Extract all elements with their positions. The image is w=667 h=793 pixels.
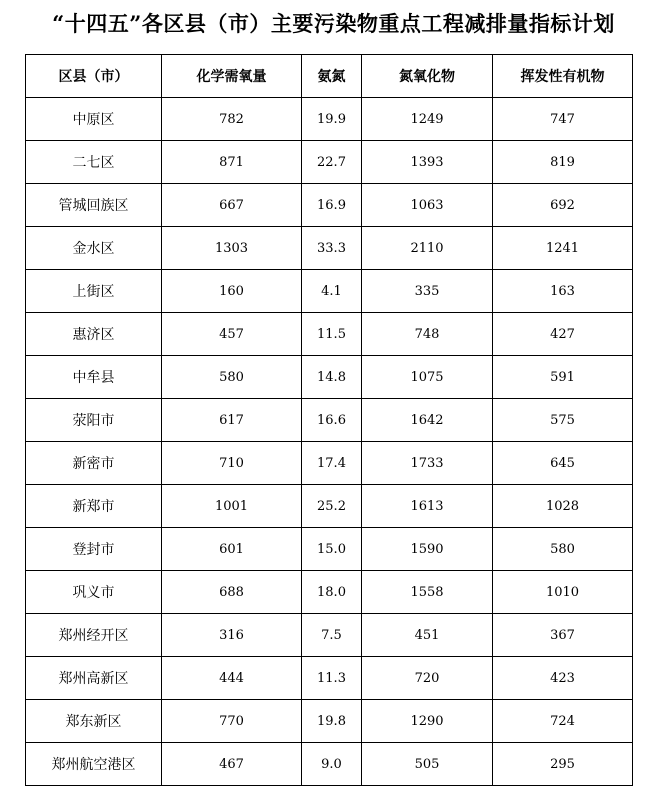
nitrogen-oxides-cell: 505 bbox=[362, 743, 493, 786]
nitrogen-oxides-cell: 1558 bbox=[362, 571, 493, 614]
ammonia-nitrogen-cell: 15.0 bbox=[302, 528, 362, 571]
cod-cell: 316 bbox=[162, 614, 302, 657]
ammonia-nitrogen-cell: 19.9 bbox=[302, 98, 362, 141]
nitrogen-oxides-cell: 1590 bbox=[362, 528, 493, 571]
cod-cell: 580 bbox=[162, 356, 302, 399]
cod-cell: 1001 bbox=[162, 485, 302, 528]
cod-cell: 710 bbox=[162, 442, 302, 485]
table-row bbox=[26, 614, 633, 657]
vocs-cell: 645 bbox=[493, 442, 633, 485]
table-row bbox=[26, 270, 633, 313]
cod-cell: 871 bbox=[162, 141, 302, 184]
nitrogen-oxides-cell: 1063 bbox=[362, 184, 493, 227]
cod-cell: 1303 bbox=[162, 227, 302, 270]
cod-cell: 467 bbox=[162, 743, 302, 786]
table-row bbox=[26, 485, 633, 528]
table-row bbox=[26, 227, 633, 270]
ammonia-nitrogen-cell: 22.7 bbox=[302, 141, 362, 184]
emission-reduction-table bbox=[25, 54, 633, 786]
header-region: 区县（市） bbox=[26, 55, 162, 98]
cod-cell: 617 bbox=[162, 399, 302, 442]
nitrogen-oxides-cell: 748 bbox=[362, 313, 493, 356]
table-row bbox=[26, 184, 633, 227]
region-cell: 中牟县 bbox=[26, 356, 162, 399]
table-row bbox=[26, 98, 633, 141]
region-cell: 二七区 bbox=[26, 141, 162, 184]
vocs-cell: 295 bbox=[493, 743, 633, 786]
cod-cell: 770 bbox=[162, 700, 302, 743]
ammonia-nitrogen-cell: 16.6 bbox=[302, 399, 362, 442]
ammonia-nitrogen-cell: 33.3 bbox=[302, 227, 362, 270]
ammonia-nitrogen-cell: 9.0 bbox=[302, 743, 362, 786]
ammonia-nitrogen-cell: 4.1 bbox=[302, 270, 362, 313]
vocs-cell: 163 bbox=[493, 270, 633, 313]
table-row bbox=[26, 657, 633, 700]
nitrogen-oxides-cell: 1613 bbox=[362, 485, 493, 528]
nitrogen-oxides-cell: 1290 bbox=[362, 700, 493, 743]
region-cell: 巩义市 bbox=[26, 571, 162, 614]
region-cell: 郑东新区 bbox=[26, 700, 162, 743]
nitrogen-oxides-cell: 720 bbox=[362, 657, 493, 700]
nitrogen-oxides-cell: 1075 bbox=[362, 356, 493, 399]
region-cell: 郑州高新区 bbox=[26, 657, 162, 700]
cod-cell: 688 bbox=[162, 571, 302, 614]
region-cell: 郑州经开区 bbox=[26, 614, 162, 657]
table-row bbox=[26, 399, 633, 442]
region-cell: 上街区 bbox=[26, 270, 162, 313]
vocs-cell: 591 bbox=[493, 356, 633, 399]
vocs-cell: 1010 bbox=[493, 571, 633, 614]
header-cod: 化学需氧量 bbox=[162, 55, 302, 98]
vocs-cell: 367 bbox=[493, 614, 633, 657]
header-ammonia-nitrogen: 氨氮 bbox=[302, 55, 362, 98]
cod-cell: 667 bbox=[162, 184, 302, 227]
vocs-cell: 423 bbox=[493, 657, 633, 700]
ammonia-nitrogen-cell: 25.2 bbox=[302, 485, 362, 528]
table-row bbox=[26, 356, 633, 399]
nitrogen-oxides-cell: 1249 bbox=[362, 98, 493, 141]
region-cell: 金水区 bbox=[26, 227, 162, 270]
table-row bbox=[26, 442, 633, 485]
vocs-cell: 1028 bbox=[493, 485, 633, 528]
region-cell: 中原区 bbox=[26, 98, 162, 141]
table-row bbox=[26, 313, 633, 356]
nitrogen-oxides-cell: 2110 bbox=[362, 227, 493, 270]
ammonia-nitrogen-cell: 17.4 bbox=[302, 442, 362, 485]
header-vocs: 挥发性有机物 bbox=[493, 55, 633, 98]
vocs-cell: 747 bbox=[493, 98, 633, 141]
nitrogen-oxides-cell: 335 bbox=[362, 270, 493, 313]
ammonia-nitrogen-cell: 16.9 bbox=[302, 184, 362, 227]
region-cell: 新郑市 bbox=[26, 485, 162, 528]
vocs-cell: 1241 bbox=[493, 227, 633, 270]
table-row bbox=[26, 528, 633, 571]
ammonia-nitrogen-cell: 14.8 bbox=[302, 356, 362, 399]
region-cell: 荥阳市 bbox=[26, 399, 162, 442]
vocs-cell: 724 bbox=[493, 700, 633, 743]
vocs-cell: 580 bbox=[493, 528, 633, 571]
ammonia-nitrogen-cell: 7.5 bbox=[302, 614, 362, 657]
region-cell: 新密市 bbox=[26, 442, 162, 485]
ammonia-nitrogen-cell: 18.0 bbox=[302, 571, 362, 614]
table-header-row bbox=[26, 55, 633, 98]
vocs-cell: 692 bbox=[493, 184, 633, 227]
region-cell: 郑州航空港区 bbox=[26, 743, 162, 786]
vocs-cell: 575 bbox=[493, 399, 633, 442]
nitrogen-oxides-cell: 451 bbox=[362, 614, 493, 657]
header-nitrogen-oxides: 氮氧化物 bbox=[362, 55, 493, 98]
table-row bbox=[26, 141, 633, 184]
nitrogen-oxides-cell: 1393 bbox=[362, 141, 493, 184]
vocs-cell: 819 bbox=[493, 141, 633, 184]
nitrogen-oxides-cell: 1642 bbox=[362, 399, 493, 442]
cod-cell: 160 bbox=[162, 270, 302, 313]
cod-cell: 457 bbox=[162, 313, 302, 356]
vocs-cell: 427 bbox=[493, 313, 633, 356]
region-cell: 管城回族区 bbox=[26, 184, 162, 227]
table-row bbox=[26, 571, 633, 614]
ammonia-nitrogen-cell: 11.5 bbox=[302, 313, 362, 356]
ammonia-nitrogen-cell: 11.3 bbox=[302, 657, 362, 700]
table-row bbox=[26, 743, 633, 786]
region-cell: 惠济区 bbox=[26, 313, 162, 356]
table-row bbox=[26, 700, 633, 743]
page-title: “十四五”各区县（市）主要污染物重点工程减排量指标计划 bbox=[52, 11, 615, 36]
region-cell: 登封市 bbox=[26, 528, 162, 571]
table-body bbox=[26, 98, 633, 786]
nitrogen-oxides-cell: 1733 bbox=[362, 442, 493, 485]
cod-cell: 444 bbox=[162, 657, 302, 700]
cod-cell: 601 bbox=[162, 528, 302, 571]
cod-cell: 782 bbox=[162, 98, 302, 141]
ammonia-nitrogen-cell: 19.8 bbox=[302, 700, 362, 743]
